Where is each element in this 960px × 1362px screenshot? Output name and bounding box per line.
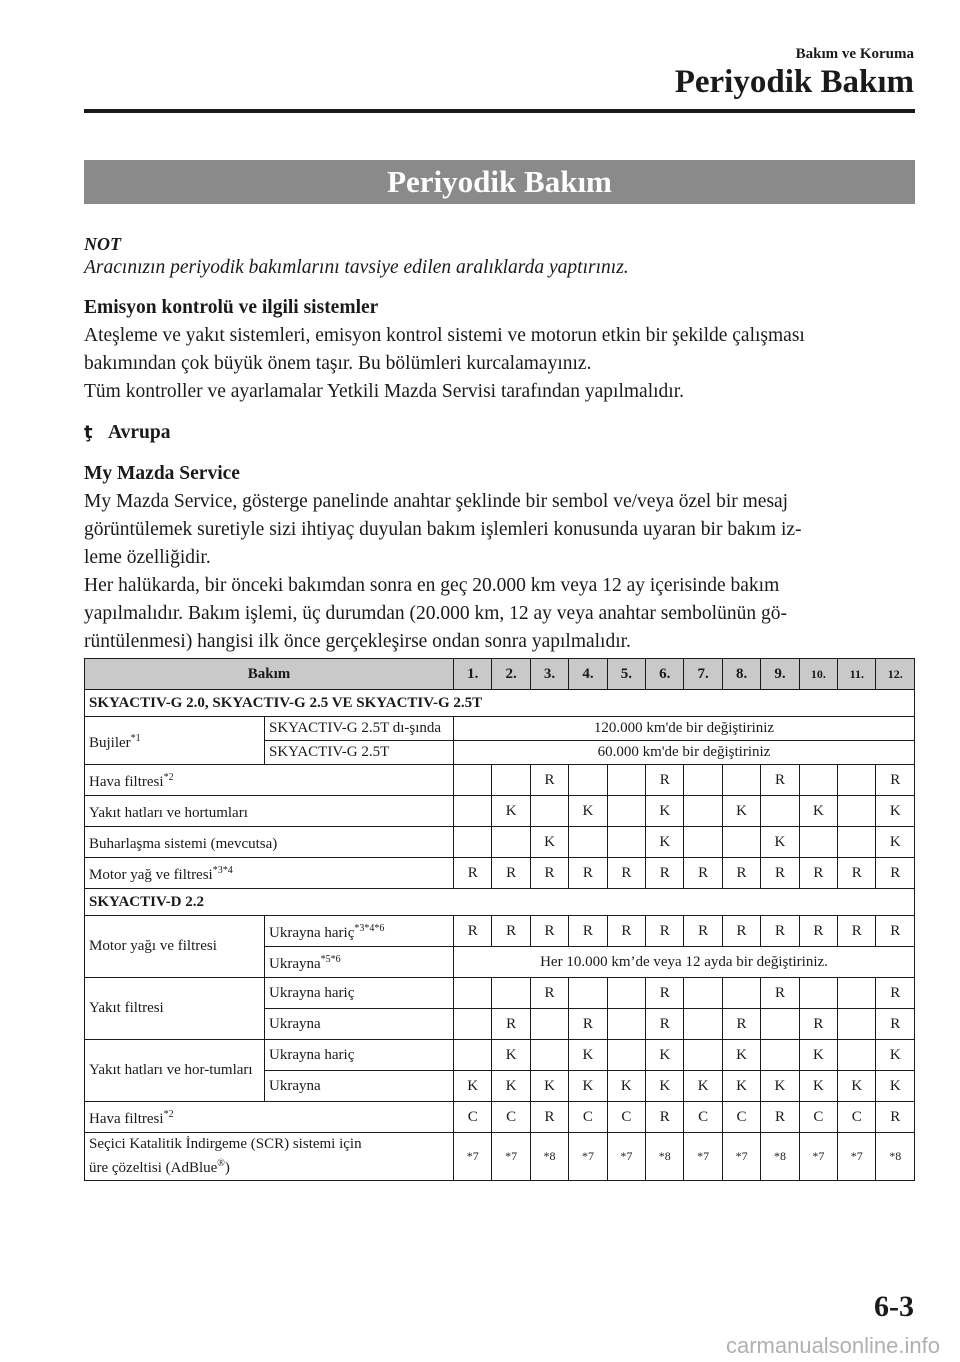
- interval-cell: C: [454, 1102, 492, 1133]
- page-header-title: Periyodik Bakım: [674, 64, 914, 100]
- interval-cell: C: [607, 1102, 645, 1133]
- interval-cell: R: [646, 916, 684, 947]
- row-label: Yakıt hatları ve hortumları: [85, 796, 454, 827]
- header-maintenance: Bakım: [85, 659, 454, 690]
- interval-cell: [838, 1009, 876, 1040]
- interval-cell: K: [646, 827, 684, 858]
- interval-cell: [838, 1040, 876, 1071]
- header-rule: [84, 109, 915, 113]
- interval-cell: K: [530, 827, 568, 858]
- interval-cell: K: [876, 1071, 915, 1102]
- emission-section: [84, 294, 919, 406]
- interval-cell: *8: [530, 1133, 568, 1181]
- interval-cell: R: [530, 978, 568, 1009]
- emission-line: Tüm kontroller ve ayarlamalar Yetkili Mazda Servisi tarafından yapılmalıdır.: [84, 381, 684, 402]
- table-row: [85, 765, 915, 796]
- interval-cell: K: [530, 1071, 568, 1102]
- interval-cell: R: [761, 765, 799, 796]
- emission-heading: Emisyon kontrolü ve ilgili sistemler: [84, 297, 379, 318]
- diesel-heading: SKYACTIV-D 2.2: [85, 889, 915, 916]
- interval-cell: K: [799, 1040, 837, 1071]
- interval-cell: [684, 796, 722, 827]
- interval-cell: R: [530, 765, 568, 796]
- interval-cell: [569, 978, 607, 1009]
- interval-cell: *7: [722, 1133, 760, 1181]
- table-row: [85, 717, 915, 741]
- row-label: Buharlaşma sistemi (mevcutsa): [85, 827, 454, 858]
- interval-cell: K: [799, 796, 837, 827]
- interval-cell: R: [569, 858, 607, 889]
- fuel-lines-sub2: Ukrayna: [265, 1071, 454, 1102]
- header-interval: 10.: [799, 659, 837, 690]
- emission-line: Ateşleme ve yakıt sistemleri, emisyon kontrol sistemi ve motorun etkin bir şekilde çalışması: [84, 325, 805, 346]
- interval-cell: K: [569, 1071, 607, 1102]
- interval-cell: R: [722, 916, 760, 947]
- region-heading: [84, 419, 919, 447]
- scr-label: Seçici Katalitik İndirgeme (SCR) sistemi için üre çözeltisi (AdBlue®): [85, 1133, 454, 1181]
- interval-cell: R: [876, 858, 915, 889]
- bujiler-sub1-value: 120.000 km'de bir değiştiriniz: [454, 717, 915, 741]
- interval-cell: [607, 1040, 645, 1071]
- mymazda-line: leme özelliğidir.: [84, 547, 211, 568]
- interval-cell: [722, 978, 760, 1009]
- oil-sub2-value: Her 10.000 km’de veya 12 ayda bir değiştiriniz.: [454, 947, 915, 978]
- interval-cell: [607, 827, 645, 858]
- interval-cell: R: [761, 1102, 799, 1133]
- bujiler-sub2: SKYACTIV-G 2.5T: [265, 741, 454, 765]
- fuel-lines-sub1: Ukrayna hariç: [265, 1040, 454, 1071]
- interval-cell: K: [646, 796, 684, 827]
- interval-cell: R: [876, 1009, 915, 1040]
- interval-cell: K: [646, 1071, 684, 1102]
- header-interval: 11.: [838, 659, 876, 690]
- note-title: NOT: [84, 234, 121, 254]
- header-interval: 8.: [722, 659, 760, 690]
- interval-cell: C: [684, 1102, 722, 1133]
- interval-cell: *7: [492, 1133, 530, 1181]
- interval-cell: K: [876, 827, 915, 858]
- interval-cell: R: [876, 1102, 915, 1133]
- interval-cell: R: [876, 916, 915, 947]
- interval-cell: [454, 978, 492, 1009]
- interval-cell: *7: [799, 1133, 837, 1181]
- header-interval: 7.: [684, 659, 722, 690]
- interval-cell: K: [722, 1071, 760, 1102]
- interval-cell: R: [569, 916, 607, 947]
- interval-cell: R: [646, 765, 684, 796]
- bujiler-sub1: SKYACTIV-G 2.5T dı-şında: [265, 717, 454, 741]
- interval-cell: K: [799, 1071, 837, 1102]
- interval-cell: [761, 1040, 799, 1071]
- oil-sub1: Ukrayna hariç$^{*3*4*6}$: [265, 916, 454, 947]
- interval-cell: *7: [454, 1133, 492, 1181]
- interval-cell: R: [530, 916, 568, 947]
- gasoline-heading: SKYACTIV-G 2.0, SKYACTIV-G 2.5 VE SKYACTIV-G 2.5T: [85, 690, 915, 717]
- interval-cell: C: [799, 1102, 837, 1133]
- interval-cell: [684, 978, 722, 1009]
- note-text: Aracınızın periyodik bakımlarını tavsiye edilen aralıklarda yaptırınız.: [84, 257, 629, 278]
- interval-cell: *8: [761, 1133, 799, 1181]
- diesel-section-row: [85, 889, 915, 916]
- header-interval: 1.: [454, 659, 492, 690]
- interval-cell: R: [530, 1102, 568, 1133]
- interval-cell: R: [492, 1009, 530, 1040]
- gasoline-section-row: [85, 690, 915, 717]
- interval-cell: K: [761, 827, 799, 858]
- interval-cell: [607, 765, 645, 796]
- table-row: [85, 1040, 915, 1071]
- interval-cell: [838, 978, 876, 1009]
- table-row: [85, 1133, 915, 1181]
- region-label: Avrupa: [108, 422, 171, 443]
- interval-cell: [684, 827, 722, 858]
- interval-cell: *7: [838, 1133, 876, 1181]
- mymazda-line: görüntülemek suretiyle sizi ihtiyaç duyulan bakım işlemleri konusunda uyaran bir bakım iz-: [84, 519, 802, 540]
- interval-cell: [722, 827, 760, 858]
- interval-cell: R: [799, 858, 837, 889]
- fuel-filter-sub1: Ukrayna hariç: [265, 978, 454, 1009]
- interval-cell: [838, 796, 876, 827]
- interval-cell: R: [646, 1009, 684, 1040]
- interval-cell: K: [492, 1040, 530, 1071]
- interval-cell: R: [492, 858, 530, 889]
- interval-cell: [607, 1009, 645, 1040]
- row-label: Hava filtresi$^{*2}$: [85, 765, 454, 796]
- interval-cell: R: [876, 765, 915, 796]
- bullet-icon: ţ: [84, 422, 93, 443]
- interval-cell: K: [454, 1071, 492, 1102]
- interval-cell: K: [761, 1071, 799, 1102]
- interval-cell: [607, 796, 645, 827]
- interval-cell: K: [569, 1040, 607, 1071]
- bujiler-label: Bujiler$^{*1}$: [85, 717, 265, 765]
- oil-sub2: Ukrayna$^{*5*6}$: [265, 947, 454, 978]
- interval-cell: *7: [607, 1133, 645, 1181]
- interval-cell: [607, 978, 645, 1009]
- interval-cell: R: [492, 916, 530, 947]
- interval-cell: [492, 827, 530, 858]
- interval-cell: K: [492, 1071, 530, 1102]
- interval-cell: [838, 765, 876, 796]
- interval-cell: R: [838, 858, 876, 889]
- table-row: [85, 796, 915, 827]
- interval-cell: R: [607, 858, 645, 889]
- page-number: 6-3: [874, 1290, 914, 1323]
- interval-cell: K: [722, 1040, 760, 1071]
- header-interval: 2.: [492, 659, 530, 690]
- mymazda-line: Her halükarda, bir önceki bakımdan sonra en geç 20.000 km veya 12 ay içerisinde bakım: [84, 575, 780, 596]
- interval-cell: [761, 796, 799, 827]
- interval-cell: K: [492, 796, 530, 827]
- mymazda-heading: My Mazda Service: [84, 463, 240, 484]
- interval-cell: R: [646, 978, 684, 1009]
- header-interval: 3.: [530, 659, 568, 690]
- interval-cell: [722, 765, 760, 796]
- interval-cell: [454, 827, 492, 858]
- interval-cell: C: [722, 1102, 760, 1133]
- header-interval: 9.: [761, 659, 799, 690]
- interval-cell: [684, 1040, 722, 1071]
- mymazda-section: [84, 460, 919, 656]
- interval-cell: [569, 765, 607, 796]
- interval-cell: R: [454, 916, 492, 947]
- header-interval: 6.: [646, 659, 684, 690]
- table-row: [85, 978, 915, 1009]
- table-row: [85, 827, 915, 858]
- interval-cell: K: [876, 1040, 915, 1071]
- mymazda-line: rüntülenmesi) hangisi ilk önce gerçekleşirse ondan sonra yapılmalıdır.: [84, 631, 631, 652]
- mymazda-line: yapılmalıdır. Bakım işlemi, üç durumdan (20.000 km, 12 ay veya anahtar sembolünün gö-: [84, 603, 787, 624]
- oil-label: Motor yağı ve filtresi: [85, 916, 265, 978]
- interval-cell: R: [761, 978, 799, 1009]
- interval-cell: R: [761, 916, 799, 947]
- interval-cell: R: [684, 858, 722, 889]
- interval-cell: R: [454, 858, 492, 889]
- interval-cell: [761, 1009, 799, 1040]
- interval-cell: R: [607, 916, 645, 947]
- fuel-filter-sub2: Ukrayna: [265, 1009, 454, 1040]
- interval-cell: R: [569, 1009, 607, 1040]
- watermark: carmanualsonline.info: [725, 1333, 940, 1358]
- table-row: [85, 1102, 915, 1133]
- header-interval: 12.: [876, 659, 915, 690]
- interval-cell: *8: [646, 1133, 684, 1181]
- interval-cell: R: [799, 916, 837, 947]
- interval-cell: K: [684, 1071, 722, 1102]
- interval-cell: K: [646, 1040, 684, 1071]
- interval-cell: [454, 796, 492, 827]
- fuel-lines-label: Yakıt hatları ve hor-tumları: [85, 1040, 265, 1102]
- interval-cell: K: [569, 796, 607, 827]
- section-banner: Periyodik Bakım: [84, 160, 915, 204]
- interval-cell: R: [684, 916, 722, 947]
- maintenance-schedule-table: [84, 658, 915, 1181]
- interval-cell: [799, 827, 837, 858]
- interval-cell: [569, 827, 607, 858]
- interval-cell: [454, 1040, 492, 1071]
- interval-cell: K: [607, 1071, 645, 1102]
- interval-cell: R: [761, 858, 799, 889]
- interval-cell: R: [530, 858, 568, 889]
- interval-cell: [530, 1009, 568, 1040]
- interval-cell: C: [492, 1102, 530, 1133]
- row-label: Motor yağ ve filtresi$^{*3*4}$: [85, 858, 454, 889]
- interval-cell: [838, 827, 876, 858]
- table-row: [85, 858, 915, 889]
- bujiler-sub2-value: 60.000 km'de bir değiştiriniz: [454, 741, 915, 765]
- interval-cell: [492, 978, 530, 1009]
- interval-cell: C: [838, 1102, 876, 1133]
- interval-cell: C: [569, 1102, 607, 1133]
- interval-cell: K: [838, 1071, 876, 1102]
- section-header: Bakım ve Koruma: [795, 46, 914, 62]
- interval-cell: R: [646, 858, 684, 889]
- interval-cell: K: [876, 796, 915, 827]
- interval-cell: *7: [569, 1133, 607, 1181]
- interval-cell: R: [722, 858, 760, 889]
- interval-cell: R: [838, 916, 876, 947]
- header-interval: 5.: [607, 659, 645, 690]
- header-interval: 4.: [569, 659, 607, 690]
- interval-cell: [530, 1040, 568, 1071]
- interval-cell: *7: [684, 1133, 722, 1181]
- interval-cell: [684, 765, 722, 796]
- interval-cell: R: [646, 1102, 684, 1133]
- interval-cell: K: [722, 796, 760, 827]
- interval-cell: R: [722, 1009, 760, 1040]
- interval-cell: [799, 978, 837, 1009]
- interval-cell: [454, 765, 492, 796]
- interval-cell: R: [876, 978, 915, 1009]
- mymazda-line: My Mazda Service, gösterge panelinde anahtar şeklinde bir sembol ve/veya özel bir mesaj: [84, 491, 789, 512]
- interval-cell: [492, 765, 530, 796]
- interval-cell: [799, 765, 837, 796]
- table-row: [85, 916, 915, 947]
- interval-cell: *8: [876, 1133, 915, 1181]
- table-header-row: [85, 659, 915, 690]
- interval-cell: [684, 1009, 722, 1040]
- interval-cell: R: [799, 1009, 837, 1040]
- interval-cell: [454, 1009, 492, 1040]
- emission-line: bakımından çok büyük önem taşır. Bu bölümleri kurcalamayınız.: [84, 353, 592, 374]
- fuel-filter-label: Yakıt filtresi: [85, 978, 265, 1040]
- air-filter-label: Hava filtresi$^{*2}$: [85, 1102, 454, 1133]
- interval-cell: [530, 796, 568, 827]
